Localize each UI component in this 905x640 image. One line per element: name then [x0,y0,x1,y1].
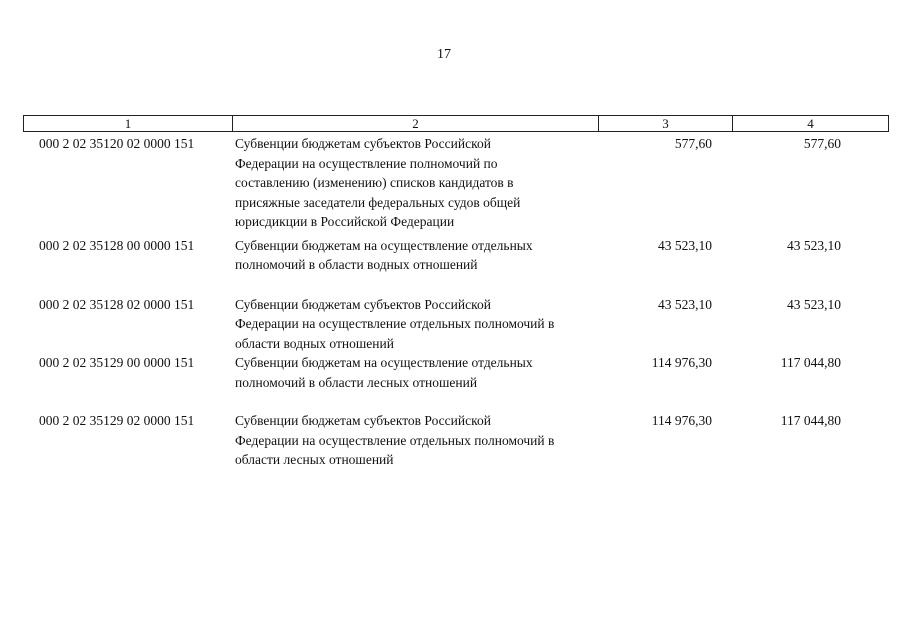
description-line: области лесных отношений [235,452,394,467]
amount-column-4: 117 044,80 [780,413,841,428]
description-line: полномочий в области водных отношений [235,257,478,272]
description-line: Субвенции бюджетам субъектов Российской [235,136,491,151]
description [232,236,598,275]
description-line: Федерации на осуществление отдельных полномочий в [235,432,555,448]
description-line: юрисдикции в Российской Федерации [235,214,455,229]
budget-code: 000 2 02 35129 00 0000 151 [39,355,195,370]
header-cell-3: 3 [599,116,733,131]
description-line: Субвенции бюджетам субъектов Российской [235,296,491,312]
budget-code: 000 2 02 35129 02 0000 151 [39,413,195,428]
description [232,353,598,392]
description-line: Субвенции бюджетам на осуществление отдельных [235,355,533,370]
table-row [23,134,889,232]
amount-column-4: 43 523,10 [787,296,841,312]
description-line: полномочий в области лесных отношений [235,374,478,390]
budget-code: 000 2 02 35120 02 0000 151 [39,136,195,151]
description [232,134,598,232]
amount-column-3: 43 523,10 [658,237,712,253]
amount-column-3: 577,60 [674,136,712,151]
description-line: области водных отношений [235,335,394,351]
description-line: Субвенции бюджетам на осуществление отдельных [235,237,533,253]
description-line: Федерации на осуществление отдельных полномочий в [235,316,555,331]
table-row [23,353,889,392]
description-line: составлению (изменению) списков кандидатов в [235,175,514,190]
table-body [23,134,889,470]
description-line: Федерации на осуществление полномочий по [235,155,498,171]
amount-column-3: 114 976,30 [651,413,712,428]
header-cell-4: 4 [807,116,814,131]
header-cell-2: 2 [233,116,599,131]
header-cell-1: 1 [24,116,233,131]
description [232,411,598,470]
table-row [23,411,889,470]
amount-column-3: 43 523,10 [658,296,712,312]
table-row [23,295,889,354]
amount-column-3: 114 976,30 [651,355,712,370]
budget-code: 000 2 02 35128 02 0000 151 [39,296,195,312]
amount-column-4: 43 523,10 [787,237,841,253]
description [232,295,598,354]
amount-column-4: 577,60 [803,136,841,151]
table-row [23,236,889,275]
table-header [23,115,889,132]
budget-code: 000 2 02 35128 00 0000 151 [39,237,195,253]
amount-column-4: 117 044,80 [780,355,841,370]
description-line: Субвенции бюджетам субъектов Российской [235,413,491,428]
description-line: присяжные заседатели федеральных судов общей [235,194,521,210]
page-number: 17 [437,47,451,62]
